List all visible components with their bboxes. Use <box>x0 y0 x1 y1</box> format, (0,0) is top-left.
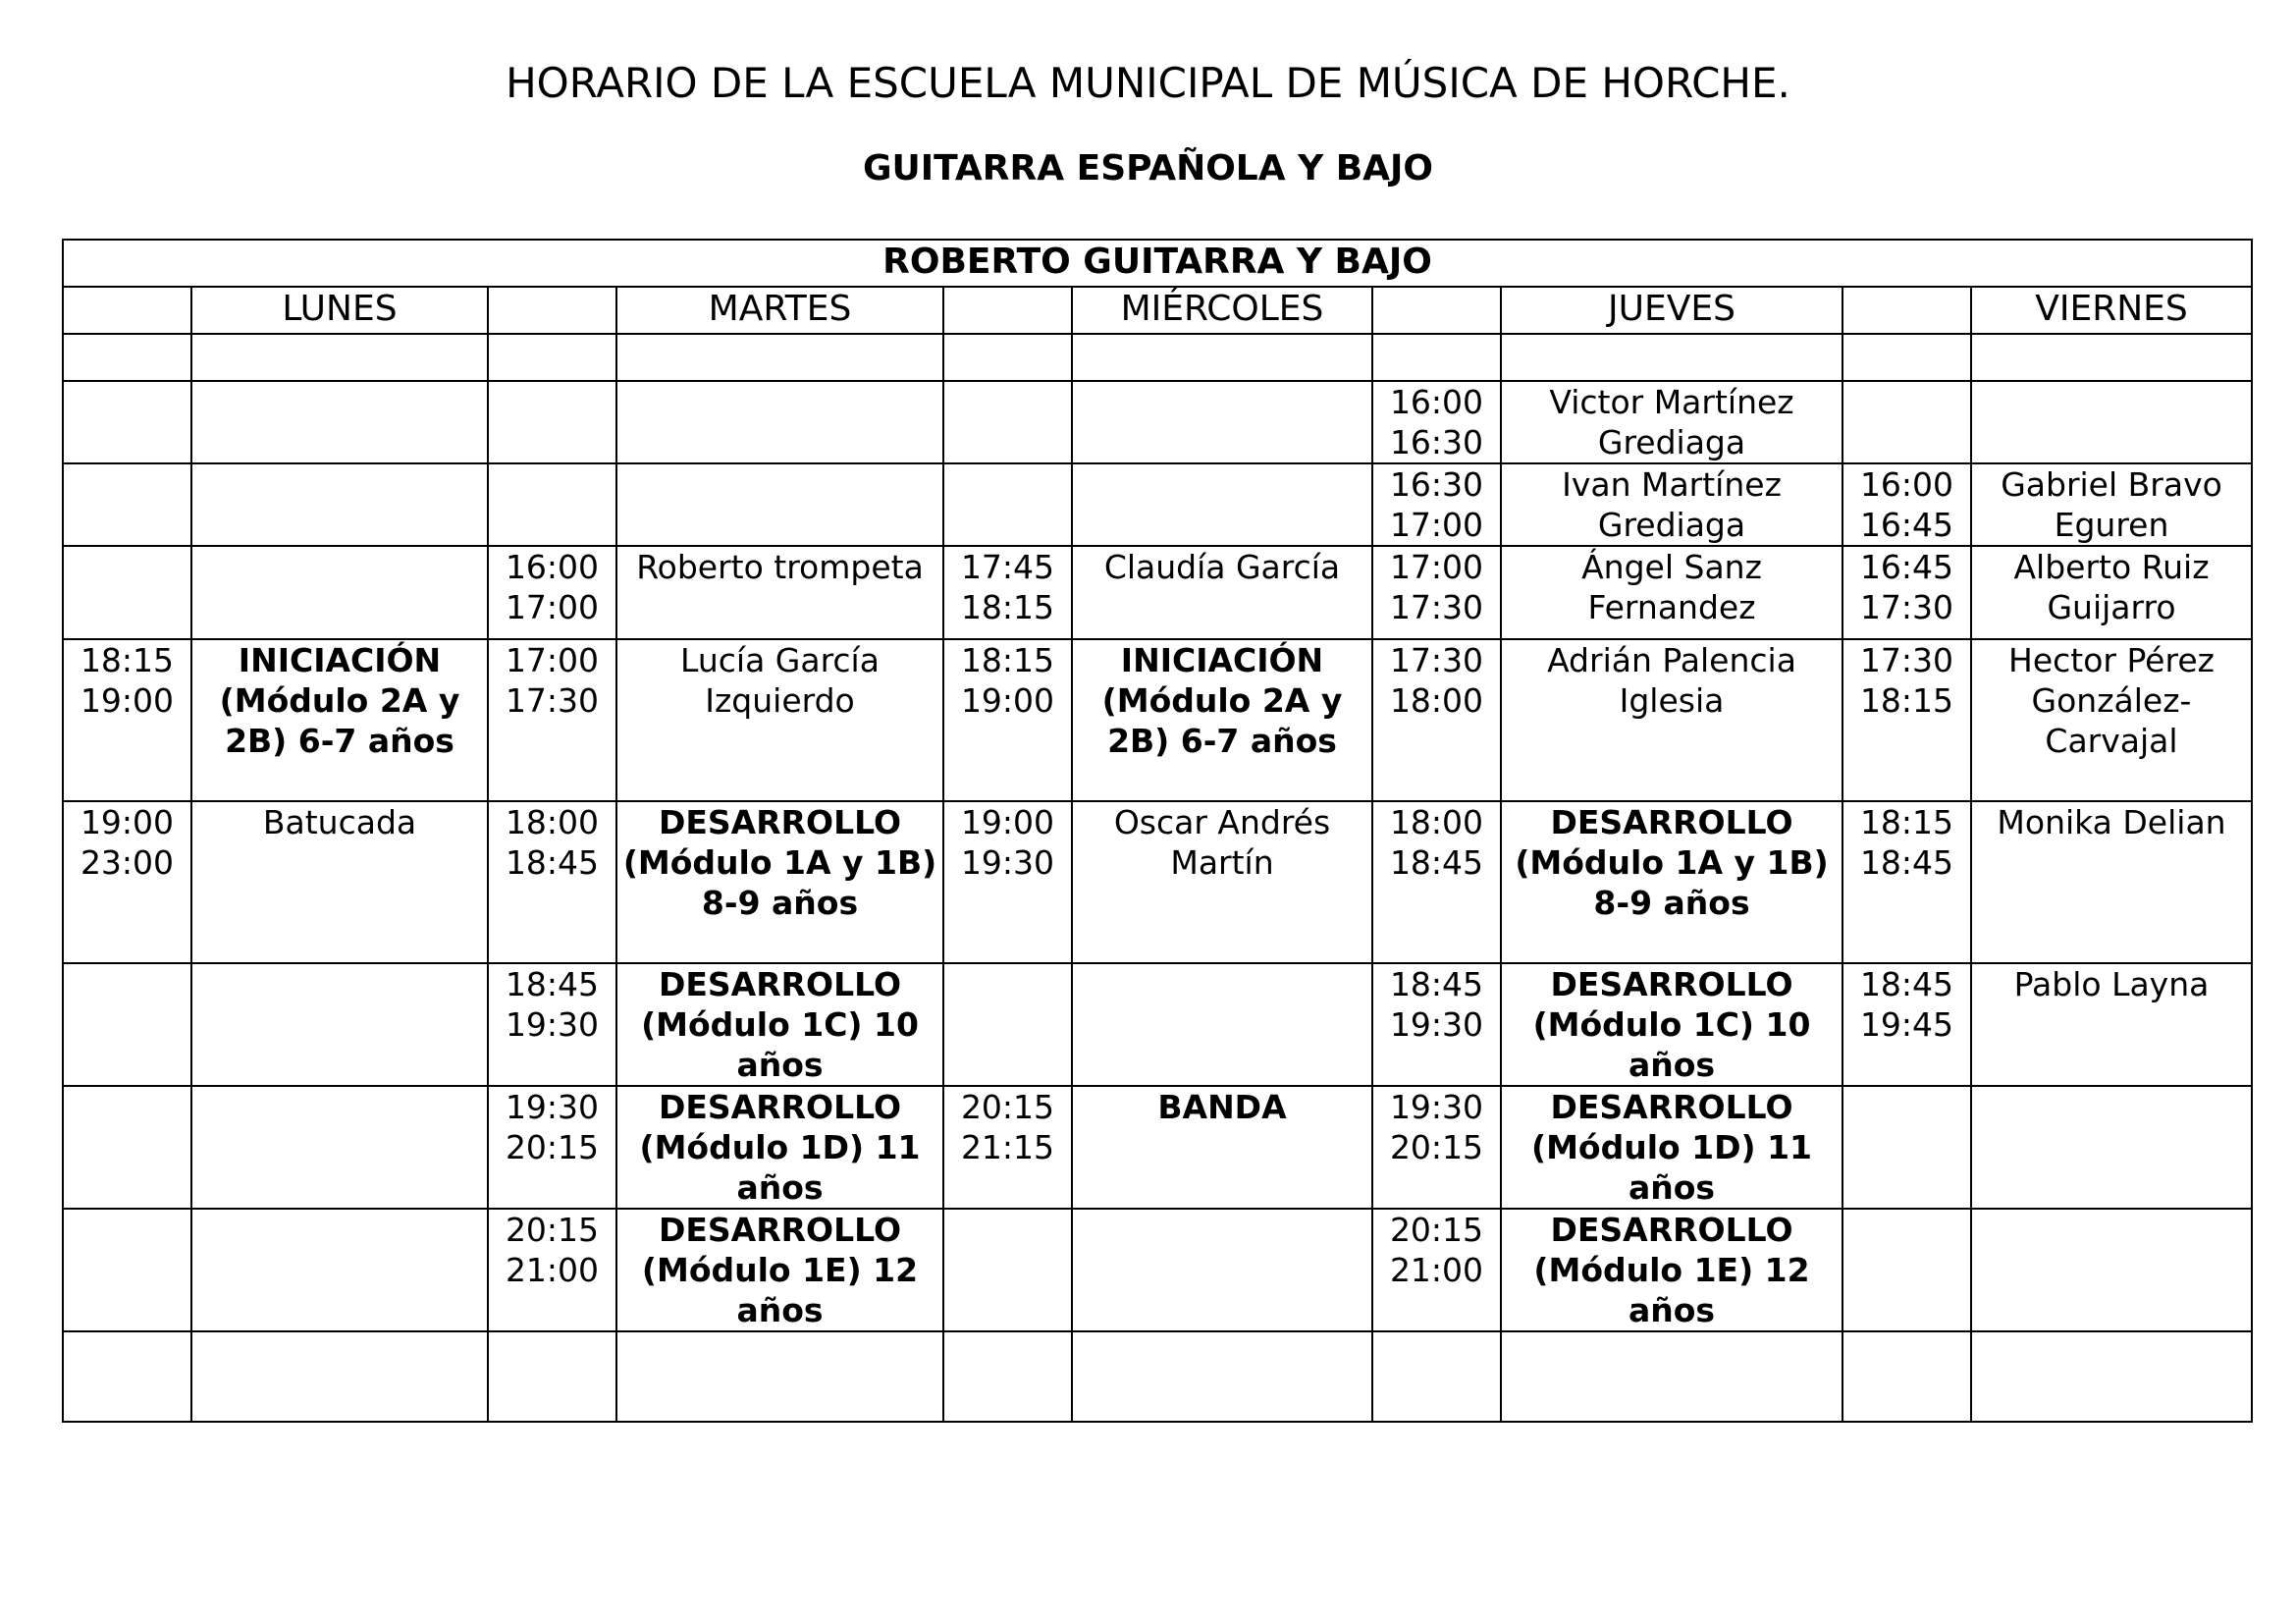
table-row <box>63 463 2252 546</box>
class-cell-viernes <box>1971 1086 2252 1209</box>
table-row <box>63 546 2252 639</box>
time-cell-jueves: 18:00 18:45 <box>1372 801 1501 963</box>
class-cell-lunes: Batucada <box>191 801 488 963</box>
class-cell-lunes <box>191 546 488 639</box>
time-cell-miercoles <box>943 381 1072 463</box>
class-cell-lunes: INICIACIÓN (Módulo 2A y 2B) 6-7 años <box>191 639 488 801</box>
class-cell-viernes: Monika Delian <box>1971 801 2252 963</box>
time-cell-martes <box>488 463 616 546</box>
class-cell-jueves: Ángel Sanz Fernandez <box>1501 546 1842 639</box>
class-cell-martes: Lucía García Izquierdo <box>616 639 943 801</box>
day-header-jueves: JUEVES <box>1501 287 1842 334</box>
table-row <box>63 1331 2252 1422</box>
class-cell-lunes <box>191 334 488 381</box>
time-cell-jueves: 16:00 16:30 <box>1372 381 1501 463</box>
time-cell-martes: 20:15 21:00 <box>488 1209 616 1331</box>
class-cell-martes: DESARROLLO (Módulo 1E) 12 años <box>616 1209 943 1331</box>
time-cell-lunes <box>63 1209 191 1331</box>
class-cell-miercoles <box>1072 463 1372 546</box>
time-cell-lunes <box>63 381 191 463</box>
class-cell-miercoles: Claudía García <box>1072 546 1372 639</box>
time-cell-miercoles <box>943 1331 1072 1422</box>
table-row <box>63 381 2252 463</box>
schedule-table <box>62 239 2253 1423</box>
class-cell-lunes <box>191 1209 488 1331</box>
time-header-cell <box>943 287 1072 334</box>
time-cell-viernes: 16:45 17:30 <box>1842 546 1971 639</box>
class-cell-martes: DESARROLLO (Módulo 1A y 1B) 8-9 años <box>616 801 943 963</box>
time-cell-lunes <box>63 1331 191 1422</box>
class-cell-viernes: Pablo Layna <box>1971 963 2252 1086</box>
class-cell-jueves <box>1501 1331 1842 1422</box>
time-cell-martes <box>488 334 616 381</box>
time-cell-viernes: 17:30 18:15 <box>1842 639 1971 801</box>
time-cell-martes: 16:00 17:00 <box>488 546 616 639</box>
time-cell-lunes: 18:15 19:00 <box>63 639 191 801</box>
time-cell-jueves: 16:30 17:00 <box>1372 463 1501 546</box>
class-cell-miercoles <box>1072 1209 1372 1331</box>
class-cell-jueves: Victor Martínez Grediaga <box>1501 381 1842 463</box>
time-cell-viernes <box>1842 334 1971 381</box>
time-cell-jueves: 20:15 21:00 <box>1372 1209 1501 1331</box>
table-row <box>63 334 2252 381</box>
table-row <box>63 1086 2252 1209</box>
time-header-cell <box>1842 287 1971 334</box>
class-cell-martes: DESARROLLO (Módulo 1D) 11 años <box>616 1086 943 1209</box>
time-cell-jueves: 18:45 19:30 <box>1372 963 1501 1086</box>
class-cell-viernes <box>1971 1209 2252 1331</box>
time-cell-miercoles <box>943 334 1072 381</box>
class-cell-martes <box>616 381 943 463</box>
time-cell-lunes <box>63 334 191 381</box>
class-cell-jueves: DESARROLLO (Módulo 1C) 10 años <box>1501 963 1842 1086</box>
time-header-cell <box>63 287 191 334</box>
time-header-cell <box>1372 287 1501 334</box>
class-cell-viernes <box>1971 1331 2252 1422</box>
class-cell-miercoles <box>1072 1331 1372 1422</box>
class-cell-lunes <box>191 381 488 463</box>
class-cell-jueves: Ivan Martínez Grediaga <box>1501 463 1842 546</box>
time-cell-miercoles: 19:00 19:30 <box>943 801 1072 963</box>
class-cell-jueves: DESARROLLO (Módulo 1D) 11 años <box>1501 1086 1842 1209</box>
class-cell-miercoles <box>1072 334 1372 381</box>
time-cell-viernes <box>1842 1331 1971 1422</box>
time-cell-martes: 18:45 19:30 <box>488 963 616 1086</box>
class-cell-martes: DESARROLLO (Módulo 1C) 10 años <box>616 963 943 1086</box>
time-cell-miercoles: 17:45 18:15 <box>943 546 1072 639</box>
class-cell-martes <box>616 334 943 381</box>
time-cell-miercoles <box>943 963 1072 1086</box>
time-cell-miercoles <box>943 1209 1072 1331</box>
time-cell-viernes <box>1842 1086 1971 1209</box>
time-cell-martes <box>488 1331 616 1422</box>
class-cell-miercoles: INICIACIÓN (Módulo 2A y 2B) 6-7 años <box>1072 639 1372 801</box>
class-cell-lunes <box>191 1086 488 1209</box>
class-cell-martes <box>616 1331 943 1422</box>
class-cell-viernes: Hector Pérez González-Carvajal <box>1971 639 2252 801</box>
class-cell-lunes <box>191 963 488 1086</box>
class-cell-viernes: Alberto Ruiz Guijarro <box>1971 546 2252 639</box>
class-cell-miercoles: BANDA <box>1072 1086 1372 1209</box>
day-header-lunes: LUNES <box>191 287 488 334</box>
class-cell-martes <box>616 463 943 546</box>
time-cell-viernes <box>1842 381 1971 463</box>
time-cell-miercoles <box>943 463 1072 546</box>
table-row <box>63 1209 2252 1331</box>
time-cell-viernes: 18:15 18:45 <box>1842 801 1971 963</box>
class-cell-viernes: Gabriel Bravo Eguren <box>1971 463 2252 546</box>
class-cell-lunes <box>191 463 488 546</box>
class-cell-viernes <box>1971 334 2252 381</box>
class-cell-martes: Roberto trompeta <box>616 546 943 639</box>
day-header-viernes: VIERNES <box>1971 287 2252 334</box>
time-cell-viernes: 16:00 16:45 <box>1842 463 1971 546</box>
class-cell-miercoles <box>1072 963 1372 1086</box>
table-row <box>63 801 2252 963</box>
time-cell-lunes <box>63 1086 191 1209</box>
table-row <box>63 963 2252 1086</box>
day-header-martes: MARTES <box>616 287 943 334</box>
class-cell-lunes <box>191 1331 488 1422</box>
time-cell-lunes: 19:00 23:00 <box>63 801 191 963</box>
table-title: ROBERTO GUITARRA Y BAJO <box>63 240 2252 287</box>
time-cell-lunes <box>63 963 191 1086</box>
class-cell-miercoles <box>1072 381 1372 463</box>
time-cell-viernes: 18:45 19:45 <box>1842 963 1971 1086</box>
time-cell-jueves <box>1372 334 1501 381</box>
table-title-row <box>63 240 2252 287</box>
table-row <box>63 639 2252 801</box>
class-cell-viernes <box>1971 381 2252 463</box>
class-cell-jueves: DESARROLLO (Módulo 1A y 1B) 8-9 años <box>1501 801 1842 963</box>
time-cell-martes: 19:30 20:15 <box>488 1086 616 1209</box>
time-cell-lunes <box>63 463 191 546</box>
time-cell-miercoles: 18:15 19:00 <box>943 639 1072 801</box>
day-header-row <box>63 287 2252 334</box>
time-cell-viernes <box>1842 1209 1971 1331</box>
time-cell-jueves: 19:30 20:15 <box>1372 1086 1501 1209</box>
time-cell-miercoles: 20:15 21:15 <box>943 1086 1072 1209</box>
time-cell-martes: 18:00 18:45 <box>488 801 616 963</box>
day-header-miercoles: MIÉRCOLES <box>1072 287 1372 334</box>
page-title: HORARIO DE LA ESCUELA MUNICIPAL DE MÚSICA DE HORCHE. <box>506 59 1790 107</box>
class-cell-jueves <box>1501 334 1842 381</box>
time-cell-jueves: 17:30 18:00 <box>1372 639 1501 801</box>
time-cell-martes <box>488 381 616 463</box>
class-cell-jueves: Adrián Palencia Iglesia <box>1501 639 1842 801</box>
time-cell-martes: 17:00 17:30 <box>488 639 616 801</box>
time-cell-lunes <box>63 546 191 639</box>
time-cell-jueves: 17:00 17:30 <box>1372 546 1501 639</box>
time-cell-jueves <box>1372 1331 1501 1422</box>
class-cell-jueves: DESARROLLO (Módulo 1E) 12 años <box>1501 1209 1842 1331</box>
page-subtitle: GUITARRA ESPAÑOLA Y BAJO <box>862 148 1434 189</box>
time-header-cell <box>488 287 616 334</box>
class-cell-miercoles: Oscar Andrés Martín <box>1072 801 1372 963</box>
